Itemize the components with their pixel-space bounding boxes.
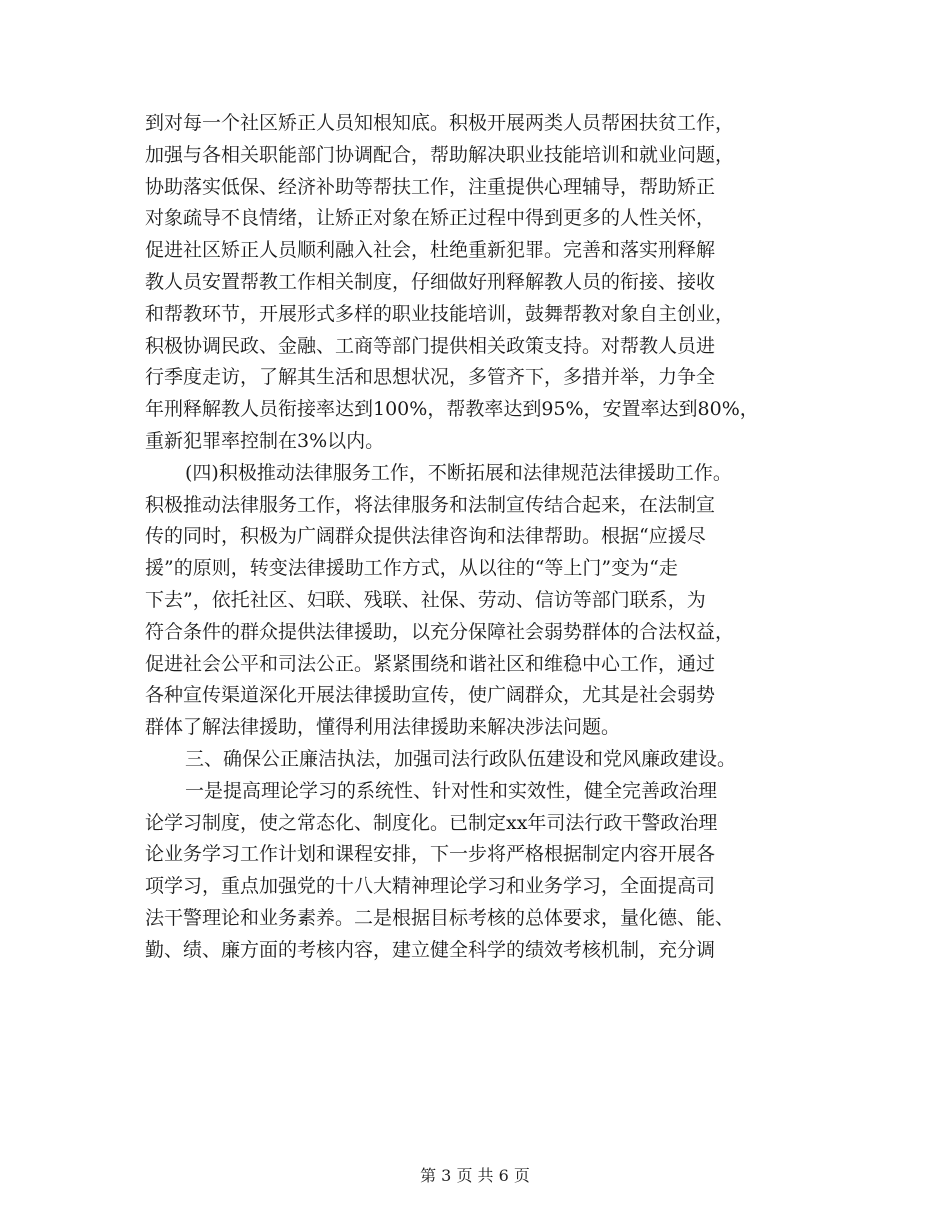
- text-line: 各种宣传渠道深化开展法律援助宣传，使广阔群众，尤其是社会弱势: [145, 684, 716, 707]
- text-line: 勤、绩、廉方面的考核内容，建立健全科学的绩效考核机制，充分调: [145, 938, 716, 961]
- text-line: 协助落实低保、经济补助等帮扶工作，注重提供心理辅导，帮助矫正: [145, 175, 716, 198]
- text-line: 论学习制度，使之常态化、制度化。已制定xx年司法行政干警政治理: [145, 811, 718, 834]
- text-line: 一是提高理论学习的系统性、针对性和实效性，健全完善政治理: [185, 779, 718, 802]
- text-line: 促进社会公平和司法公正。紧紧围绕和谐社区和维稳中心工作，通过: [145, 652, 716, 675]
- text-line: 传的同时，积极为广阔群众提供法律咨询和法律帮助。根据“应援尽: [145, 525, 706, 548]
- text-line: 论业务学习工作计划和课程安排，下一步将严格根据制定内容开展各: [145, 843, 716, 866]
- text-line: 加强与各相关职能部门协调配合，帮助解决职业技能培训和就业问题，: [145, 143, 735, 166]
- text-line: 法干警理论和业务素养。二是根据目标考核的总体要求，量化德、能、: [145, 906, 735, 929]
- text-line: 项学习，重点加强党的十八大精神理论学习和业务学习，全面提高司: [145, 875, 716, 898]
- text-line: 下去”，依托社区、妇联、残联、社保、劳动、信访等部门联系，为: [145, 588, 706, 611]
- text-line: 三、确保公正廉洁执法，加强司法行政队伍建设和党风廉政建设。: [185, 747, 737, 770]
- text-line: 群体了解法律援助，懂得利用法律援助来解决涉法问题。: [145, 716, 621, 739]
- text-line: 行季度走访，了解其生活和思想状况，多管齐下，多措并举，力争全: [145, 366, 716, 389]
- text-line: 对象疏导不良情绪，让矫正对象在矫正过程中得到更多的人性关怀，: [145, 207, 716, 230]
- document-body: [145, 108, 815, 967]
- text-line: 到对每一个社区矫正人员知根知底。积极开展两类人员帮困扶贫工作，: [145, 112, 735, 134]
- text-line: 积极协调民政、金融、工商等部门提供相关政策支持。对帮教人员进: [145, 334, 716, 357]
- text-line: 援”的原则，转变法律援助工作方式，从以往的“等上门”变为“走: [145, 557, 678, 580]
- text-line: 年刑释解教人员衔接率达到100%，帮教率达到95%，安置率达到80%，: [145, 398, 759, 421]
- text-line: 符合条件的群众提供法律援助，以充分保障社会弱势群体的合法权益，: [145, 620, 735, 643]
- page-number-footer: 第 3 页 共 6 页: [420, 1166, 530, 1185]
- text-line: 重新犯罪率控制在3%以内。: [145, 429, 385, 452]
- text-line: (四)积极推动法律服务工作，不断拓展和法律规范法律援助工作。: [185, 461, 732, 484]
- text-line: 和帮教环节，开展形式多样的职业技能培训，鼓舞帮教对象自主创业，: [145, 302, 735, 325]
- text-line: 教人员安置帮教工作相关制度，仔细做好刑释解教人员的衔接、接收: [145, 270, 716, 293]
- text-line: 促进社区矫正人员顺利融入社会，杜绝重新犯罪。完善和落实刑释解: [145, 239, 716, 262]
- text-line: 积极推动法律服务工作，将法律服务和法制宣传结合起来，在法制宣: [145, 493, 716, 516]
